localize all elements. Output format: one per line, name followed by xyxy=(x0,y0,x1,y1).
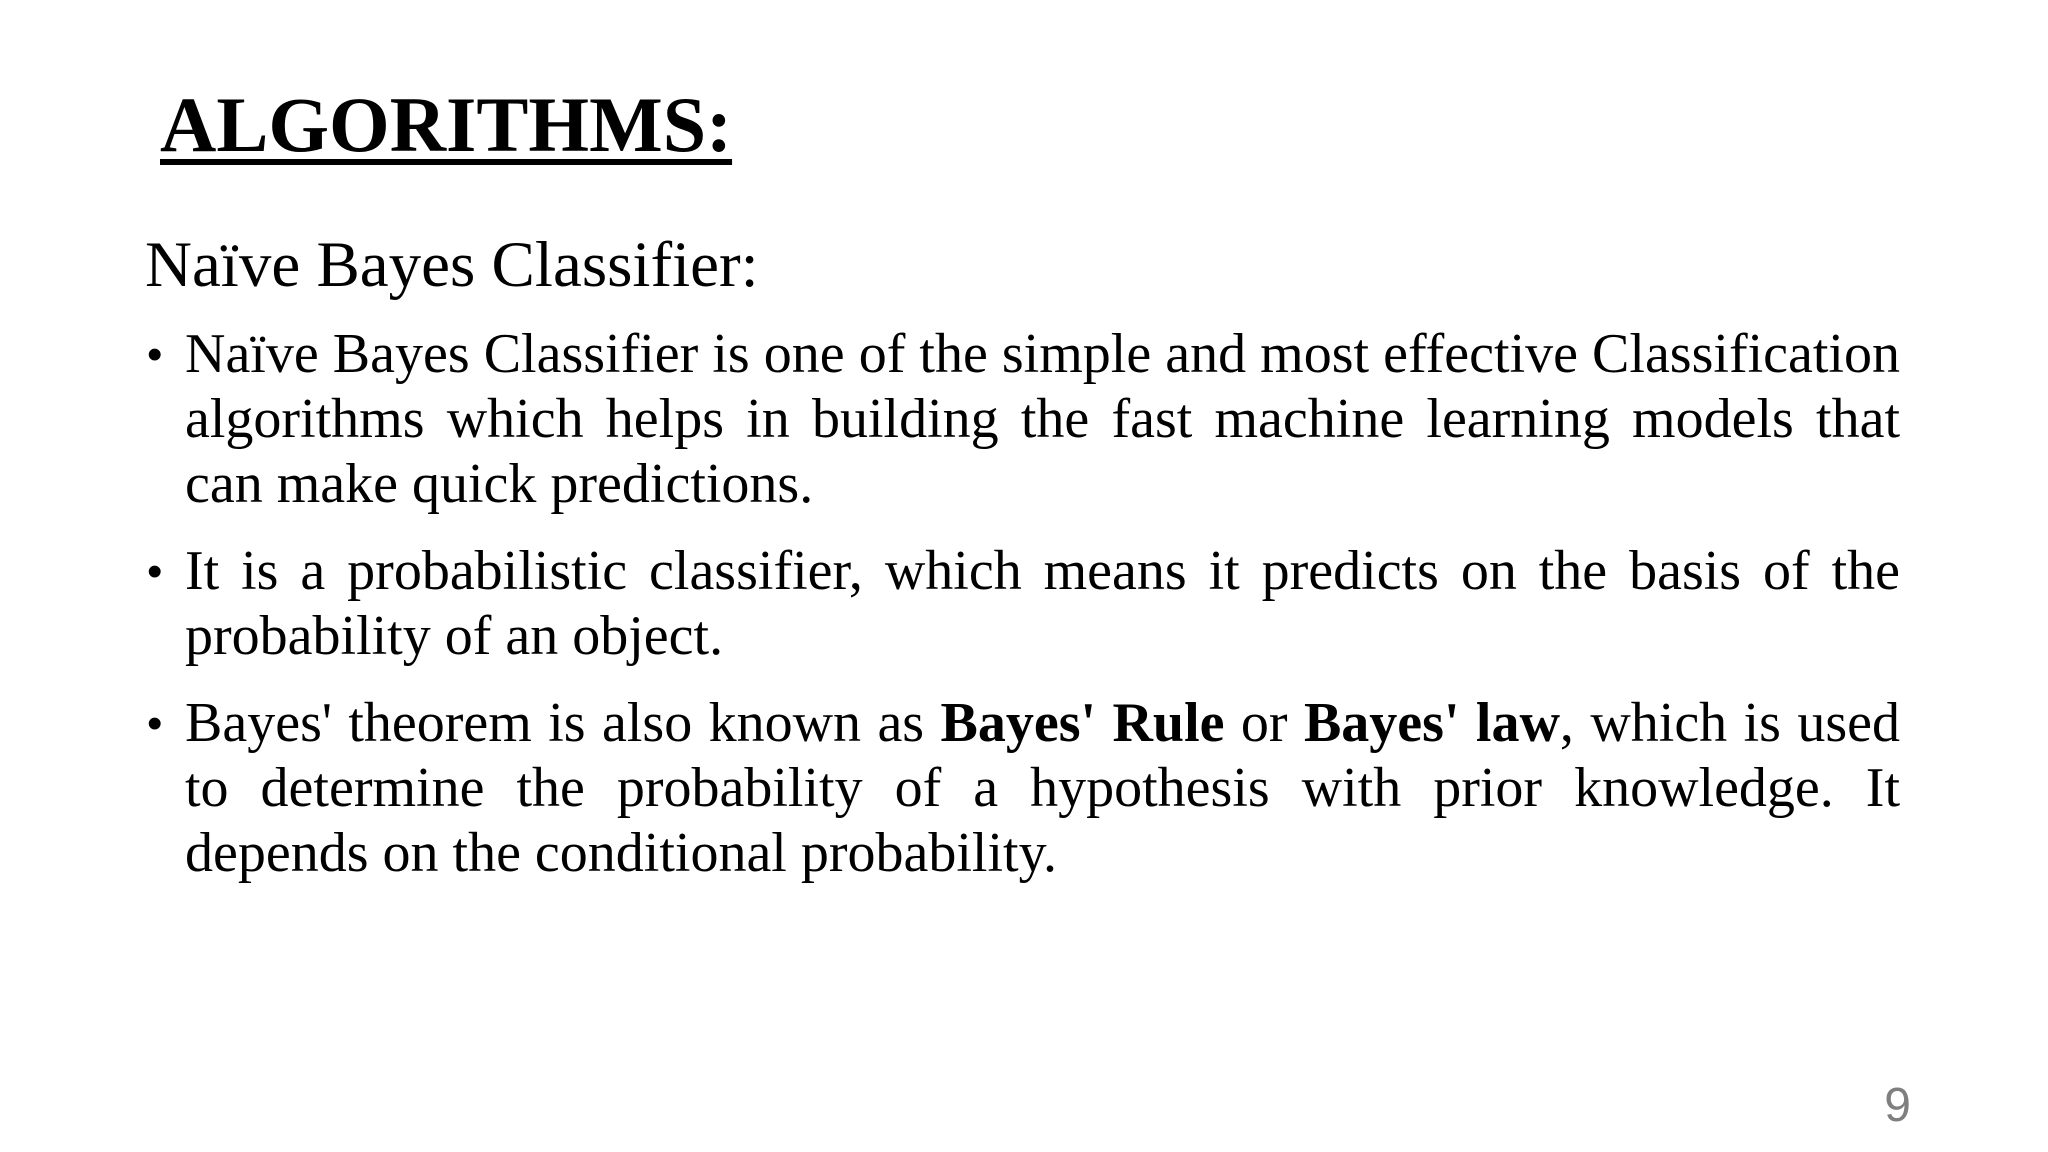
bullet-item-2 xyxy=(145,539,1900,669)
bullet-text: It is a probabilistic classifier, which means it predicts on the basis of the probability of an object. xyxy=(185,540,1900,667)
bullet-item-3 xyxy=(145,691,1900,886)
slide-title: ALGORITHMS: xyxy=(160,81,733,168)
bold-term-bayes-rule: Bayes' Rule xyxy=(940,692,1225,754)
bullet-item-1 xyxy=(145,322,1900,517)
page-number: 9 xyxy=(1884,1079,1911,1132)
bold-term-bayes-law: Bayes' law xyxy=(1303,692,1560,754)
bullet-icon: • xyxy=(147,547,163,596)
bullet-icon: • xyxy=(147,330,163,379)
bullet-list xyxy=(145,322,1900,908)
bullet-icon: • xyxy=(147,699,163,748)
bullet-text-part: or xyxy=(1224,692,1304,754)
slide-subtitle: Naïve Bayes Classifier: xyxy=(145,229,759,301)
bullet-text-part: Bayes' theorem is also known as xyxy=(185,692,941,754)
bullet-text: Naïve Bayes Classifier is one of the simple and most effective Classification algorithms which helps in building the fast machine learning models that can make quick predictions. xyxy=(185,323,1900,515)
bullet-text-part: , which is used to determine the probability of a hypothesis with prior knowledge. It depends on the conditional probability. xyxy=(185,692,1900,884)
